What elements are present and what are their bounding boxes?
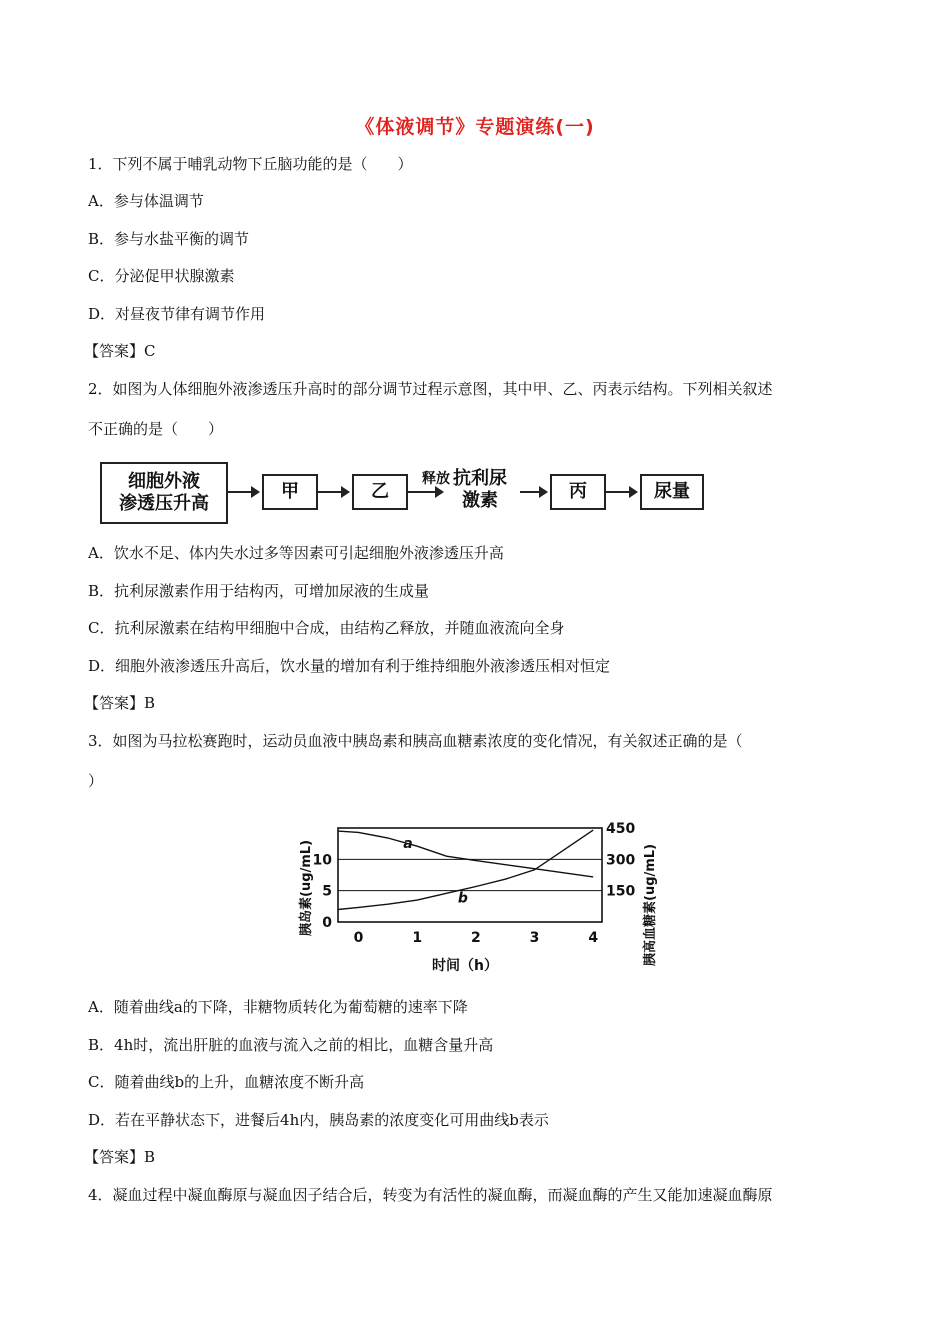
chart-xtick-1: 1 xyxy=(412,930,423,946)
chart-tick-labels xyxy=(313,821,636,946)
question-2-stem-line-1: 2．如图为人体细胞外液渗透压升高时的部分调节过程示意图，其中甲、乙、丙表示结构。下列相关叙述 xyxy=(88,380,773,398)
chart-ytick-right-150: 150 xyxy=(606,883,636,900)
question-2-option-c: C．抗利尿激素在结构甲细胞中合成，由结构乙释放，并随血液流向全身 xyxy=(88,619,565,637)
question-1-stem: 1．下列不属于哺乳动物下丘脑功能的是（ ） xyxy=(88,155,413,173)
flow-box-extracellular-osmotic xyxy=(100,462,228,524)
chart-xtick-4: 4 xyxy=(588,930,599,946)
question-3-answer: 【答案】B xyxy=(84,1148,156,1166)
chart-xtick-0: 0 xyxy=(353,930,364,946)
question-2-answer: 【答案】B xyxy=(84,694,156,712)
chart-series-a xyxy=(338,831,593,877)
flow-arrow-2 xyxy=(318,491,348,493)
flow-release-label: 释放 xyxy=(422,471,450,487)
chart-ylabel-left: 胰岛素(ug/mL) xyxy=(299,839,314,936)
insulin-glucagon-chart xyxy=(290,818,670,978)
flow-arrow-4 xyxy=(520,491,546,493)
question-1-option-b: B．参与水盐平衡的调节 xyxy=(88,230,250,248)
question-3-option-a: A．随着曲线a的下降，非糖物质转化为葡萄糖的速率下降 xyxy=(88,998,468,1016)
flow-box-yi: 乙 xyxy=(352,474,408,510)
osmotic-regulation-flow-diagram xyxy=(100,462,700,526)
question-3-stem-line-1: 3．如图为马拉松赛跑时，运动员血液中胰岛素和胰高血糖素浓度的变化情况，有关叙述正确的是（ xyxy=(88,732,743,750)
chart-series-label-b: b xyxy=(457,890,468,907)
chart-ytick-right-450: 450 xyxy=(606,821,636,837)
chart-ytick-left-5: 5 xyxy=(322,883,332,900)
question-3-option-c: C．随着曲线b的上升，血糖浓度不断升高 xyxy=(88,1073,365,1091)
flow-box-1-line-1: 细胞外液 xyxy=(128,471,200,492)
flow-hormone-line-2: 激素 xyxy=(462,490,498,511)
document-title: 《体液调节》专题演练(一) xyxy=(355,116,595,138)
question-3-option-b: B．4h时，流出肝脏的血液与流入之前的相比，血糖含量升高 xyxy=(88,1036,494,1054)
chart-xtick-3: 3 xyxy=(529,930,540,946)
flow-antidiuretic-hormone xyxy=(444,468,516,512)
flow-arrow-3 xyxy=(408,491,442,493)
question-1-option-c: C．分泌促甲状腺激素 xyxy=(88,267,235,285)
flow-box-urine: 尿量 xyxy=(640,474,704,510)
question-2-option-a: A．饮水不足、体内失水过多等因素可引起细胞外液渗透压升高 xyxy=(88,544,504,562)
chart-ytick-right-300: 300 xyxy=(606,852,636,869)
question-1-option-a: A．参与体温调节 xyxy=(88,192,204,210)
question-3-stem-line-2: ） xyxy=(88,772,104,790)
flow-arrow-5 xyxy=(606,491,636,493)
question-1-answer: 【答案】C xyxy=(84,342,156,360)
chart-ytick-left-0: 0 xyxy=(322,915,332,931)
chart-xlabel: 时间（h） xyxy=(432,958,498,974)
chart-series-label-a: a xyxy=(403,836,413,853)
chart-frame xyxy=(338,828,602,922)
flow-arrow-1 xyxy=(228,491,258,493)
question-2-option-b: B．抗利尿激素作用于结构丙，可增加尿液的生成量 xyxy=(88,582,430,600)
question-4-stem-line-1: 4．凝血过程中凝血酶原与凝血因子结合后，转变为有活性的凝血酶，而凝血酶的产生又能加速凝血酶原 xyxy=(88,1186,773,1204)
chart-xtick-2: 2 xyxy=(470,930,481,946)
flow-box-1-line-2: 渗透压升高 xyxy=(119,493,209,514)
question-3-option-d: D．若在平静状态下，进餐后4h内，胰岛素的浓度变化可用曲线b表示 xyxy=(88,1111,549,1129)
question-2-stem-line-2: 不正确的是（ ） xyxy=(88,420,224,438)
flow-box-jia: 甲 xyxy=(262,474,318,510)
chart-plot-area xyxy=(338,828,602,922)
flow-box-bing: 丙 xyxy=(550,474,606,510)
chart-ylabel-right: 胰高血糖素(ug/mL) xyxy=(643,843,658,966)
chart-ytick-left-10: 10 xyxy=(312,852,332,869)
question-2-option-d: D．细胞外液渗透压升高后，饮水量的增加有利于维持细胞外液渗透压相对恒定 xyxy=(88,657,611,675)
question-1-option-d: D．对昼夜节律有调节作用 xyxy=(88,305,266,323)
flow-hormone-line-1: 抗利尿 xyxy=(453,468,507,489)
